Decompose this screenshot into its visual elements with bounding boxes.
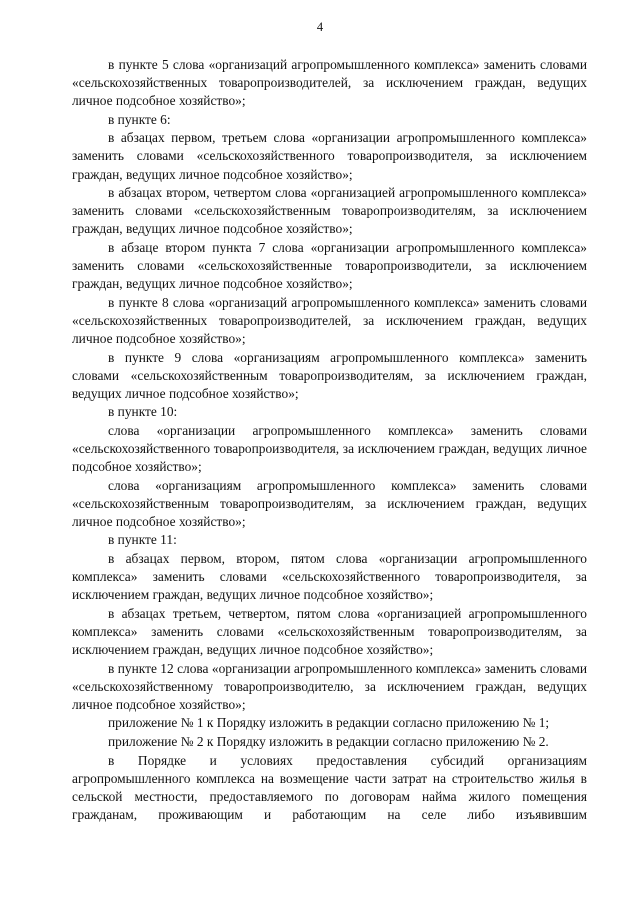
paragraph: в пункте 11: <box>108 532 177 548</box>
document-body <box>72 56 587 824</box>
paragraph: в абзацах первом, втором, пятом слова «организации агропромышленного комплекса» заменить словами «сельскохозяйственного товаропроизводителя, за исключением граждан, ведущих личное подсобное хозяйство»; <box>72 551 587 603</box>
paragraph: в пункте 5 слова «организаций агропромышленного комплекса» заменить словами «сельскохозяйственных товаропроизводителей, за исключением граждан, ведущих личное подсобное хозяйство»; <box>72 57 587 109</box>
paragraph: в пункте 9 слова «организациям агропромышленного комплекса» заменить словами «сельскохозяйственным товаропроизводителям, за исключением граждан, ведущих личное подсобное хозяйство»; <box>72 349 587 401</box>
page-number: 4 <box>316 20 324 34</box>
paragraph: слова «организациям агропромышленного комплекса» заменить словами «сельскохозяйственным товаропроизводителям, за исключением граждан, ведущих личное подсобное хозяйство»; <box>72 477 587 529</box>
paragraph: в пункте 12 слова «организации агропромышленного комплекса» заменить словами «сельскохозяйственному товаропроизводителю, за исключением граждан, ведущих личное подсобное хозяйство»; <box>72 660 587 712</box>
paragraph: в пункте 8 слова «организаций агропромышленного комплекса» заменить словами «сельскохозяйственных товаропроизводителей, за исключением граждан, ведущих личное подсобное хозяйство»; <box>72 294 587 346</box>
paragraph: в абзацах первом, третьем слова «организации агропромышленного комплекса» заменить словами «сельскохозяйственного товаропроизводителя, за исключением граждан, ведущих личное подсобное хозяйство»; <box>72 130 587 182</box>
paragraph: приложение № 2 к Порядку изложить в редакции согласно приложению № 2. <box>108 733 549 749</box>
paragraph: в пункте 10: <box>108 404 178 420</box>
paragraph: в абзацах втором, четвертом слова «организацией агропромышленного комплекса» заменить словами «сельскохозяйственным товаропроизводителям, за исключением граждан, ведущих личное подсобное хозяйство»; <box>72 185 587 237</box>
paragraph: слова «организации агропромышленного комплекса» заменить словами «сельскохозяйственного товаропроизводителя, за исключением граждан, ведущих личное подсобное хозяйство»; <box>72 422 587 475</box>
paragraph: в Порядке и условиях предоставления субсидий организациям агропромышленного комплекса на возмещение части затрат на строительство жилья в сельской местности, предоставляемого по договорам найма жилого помещения гражданам, проживающим и работающим на селе либо изъявившим <box>72 752 587 822</box>
paragraph: в пункте 6: <box>108 111 171 127</box>
paragraph: приложение № 1 к Порядку изложить в редакции согласно приложению № 1; <box>108 715 550 731</box>
paragraph: в абзаце втором пункта 7 слова «организации агропромышленного комплекса» заменить словами «сельскохозяйственные товаропроизводители, за исключением граждан, ведущих личное подсобное хозяйство»; <box>72 239 587 292</box>
paragraph: в абзацах третьем, четвертом, пятом слова «организацией агропромышленного комплекса» заменить словами «сельскохозяйственным товаропроизводителям, за исключением граждан, ведущих личное подсобное хозяйство»; <box>72 605 587 657</box>
